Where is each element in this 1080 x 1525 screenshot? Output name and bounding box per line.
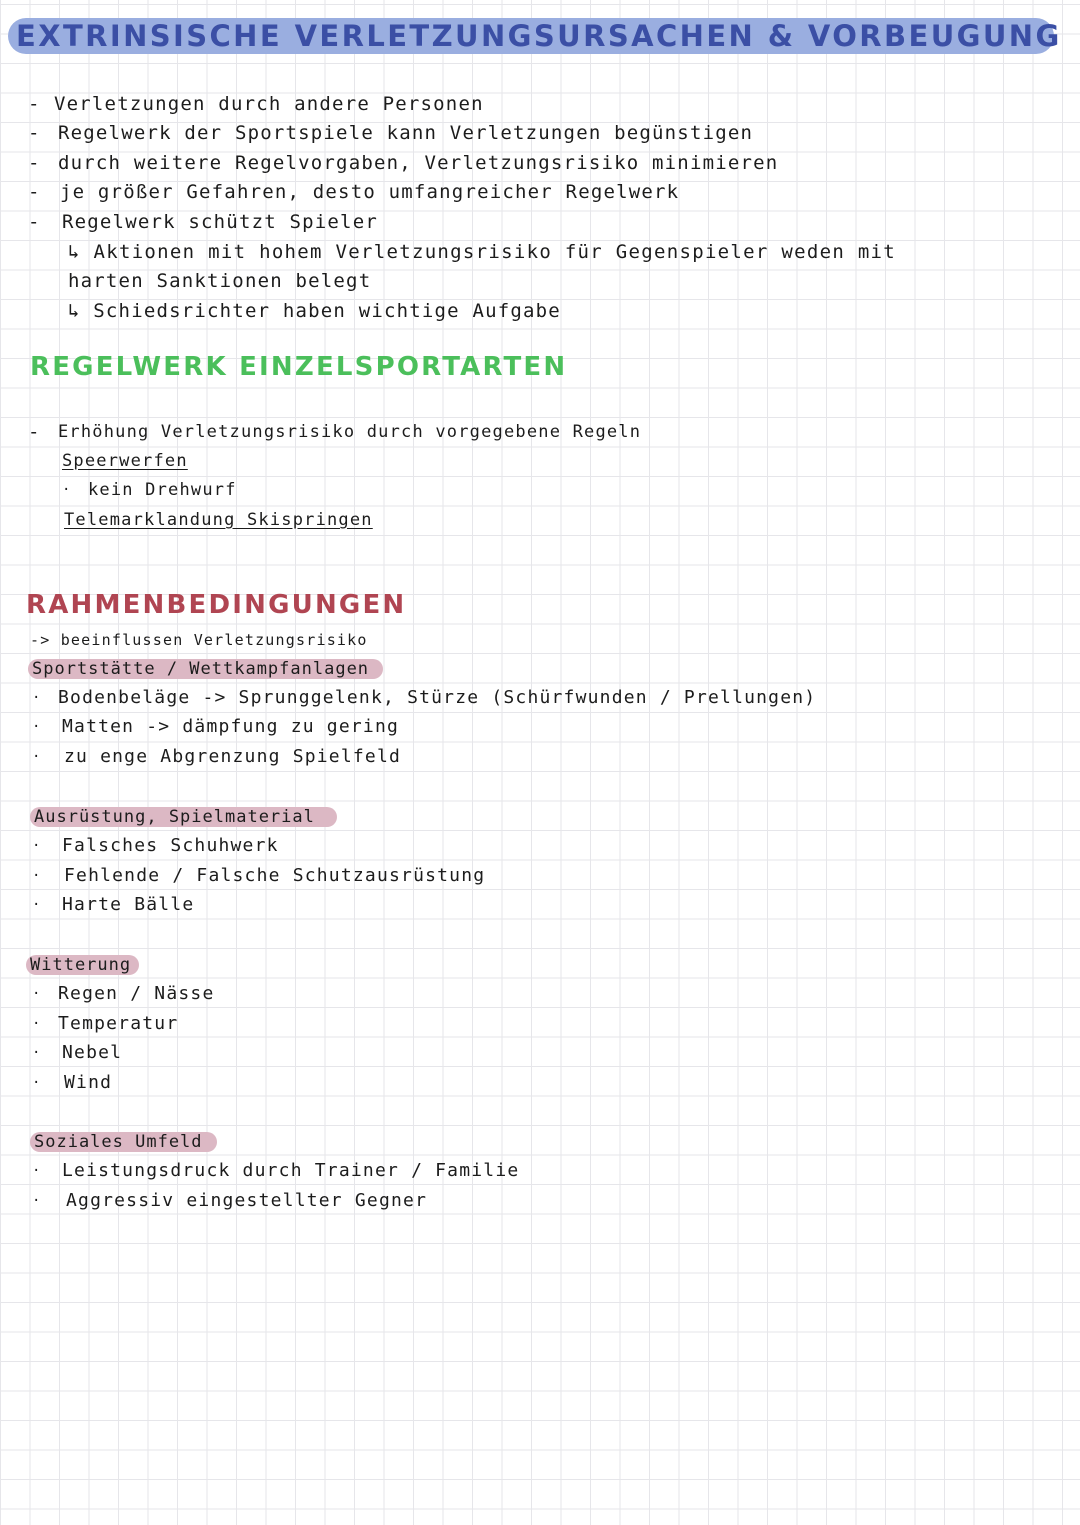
tag-ausruestung: Ausrüstung, Spielmaterial bbox=[30, 807, 337, 827]
dash-bullet: - bbox=[28, 93, 40, 115]
dot-bullet: · bbox=[32, 719, 41, 735]
list-item: Bodenbeläge -> Sprunggelenk, Stürze (Schürfwunden / Prellungen) bbox=[58, 687, 817, 708]
tag-witterung: Witterung bbox=[26, 955, 139, 975]
list-item: Leistungsdruck durch Trainer / Familie bbox=[62, 1160, 520, 1181]
dot-bullet: · bbox=[32, 1016, 41, 1032]
list-item: Matten -> dämpfung zu gering bbox=[62, 716, 400, 737]
list-item: Regen / Nässe bbox=[58, 983, 215, 1004]
section-heading: REGELWERK EINZELSPORTARTEN bbox=[30, 352, 568, 382]
dot-bullet: · bbox=[32, 1193, 41, 1209]
dot-bullet: · bbox=[32, 838, 41, 854]
einzel-speer: Speerwerfen bbox=[62, 451, 188, 471]
dot-bullet: · bbox=[32, 897, 41, 913]
page-title: EXTRINSISCHE VERLETZUNGSURSACHEN & VORBEUGUNG bbox=[8, 18, 1054, 54]
list-item: Temperatur bbox=[58, 1013, 179, 1034]
dot-bullet: · bbox=[32, 690, 41, 706]
einzel-line: Erhöhung Verletzungsrisiko durch vorgegebene Regeln bbox=[58, 422, 642, 442]
einzel-dreh: kein Drehwurf bbox=[88, 480, 237, 500]
list-item: Nebel bbox=[62, 1042, 123, 1063]
intro-line: je größer Gefahren, desto umfangreicher Regelwerk bbox=[60, 181, 680, 203]
intro-line: Verletzungen durch andere Personen bbox=[54, 93, 484, 115]
list-item: Harte Bälle bbox=[62, 894, 195, 915]
einzel-tele: Telemarklandung Skispringen bbox=[64, 510, 373, 530]
dot-bullet: · bbox=[32, 1163, 41, 1179]
list-item: zu enge Abgrenzung Spielfeld bbox=[64, 746, 402, 767]
intro-line: Regelwerk der Sportspiele kann Verletzungen begünstigen bbox=[58, 122, 754, 144]
list-item: Falsches Schuhwerk bbox=[62, 835, 279, 856]
intro-subline: ↳ Schiedsrichter haben wichtige Aufgabe bbox=[68, 300, 561, 322]
dot-bullet: · bbox=[62, 482, 71, 498]
list-item: Wind bbox=[64, 1072, 113, 1093]
dot-bullet: · bbox=[32, 1045, 41, 1061]
tag-sportstaette: Sportstätte / Wettkampfanlagen bbox=[28, 659, 383, 679]
tag-sozial: Soziales Umfeld bbox=[30, 1132, 217, 1152]
intro-subline: harten Sanktionen belegt bbox=[68, 270, 372, 292]
dot-bullet: · bbox=[32, 749, 41, 765]
section-heading: RAHMENBEDINGUNGEN bbox=[26, 590, 407, 620]
dash-bullet: - bbox=[28, 152, 40, 174]
dash-bullet: - bbox=[28, 211, 40, 233]
intro-subline: ↳ Aktionen mit hohem Verletzungsrisiko für Gegenspieler weden mit bbox=[68, 241, 897, 263]
dash-bullet: - bbox=[28, 421, 40, 443]
dash-bullet: - bbox=[28, 122, 40, 144]
dot-bullet: · bbox=[32, 986, 41, 1002]
intro-line: durch weitere Regelvorgaben, Verletzungsrisiko minimieren bbox=[58, 152, 779, 174]
list-item: Fehlende / Falsche Schutzausrüstung bbox=[64, 865, 486, 886]
rahmen-intro: -> beeinflussen Verletzungsrisiko bbox=[30, 631, 368, 649]
dot-bullet: · bbox=[32, 1075, 41, 1091]
intro-line: Regelwerk schützt Spieler bbox=[62, 211, 378, 233]
list-item: Aggressiv eingestellter Gegner bbox=[66, 1190, 428, 1211]
dot-bullet: · bbox=[32, 868, 41, 884]
dash-bullet: - bbox=[28, 181, 40, 203]
